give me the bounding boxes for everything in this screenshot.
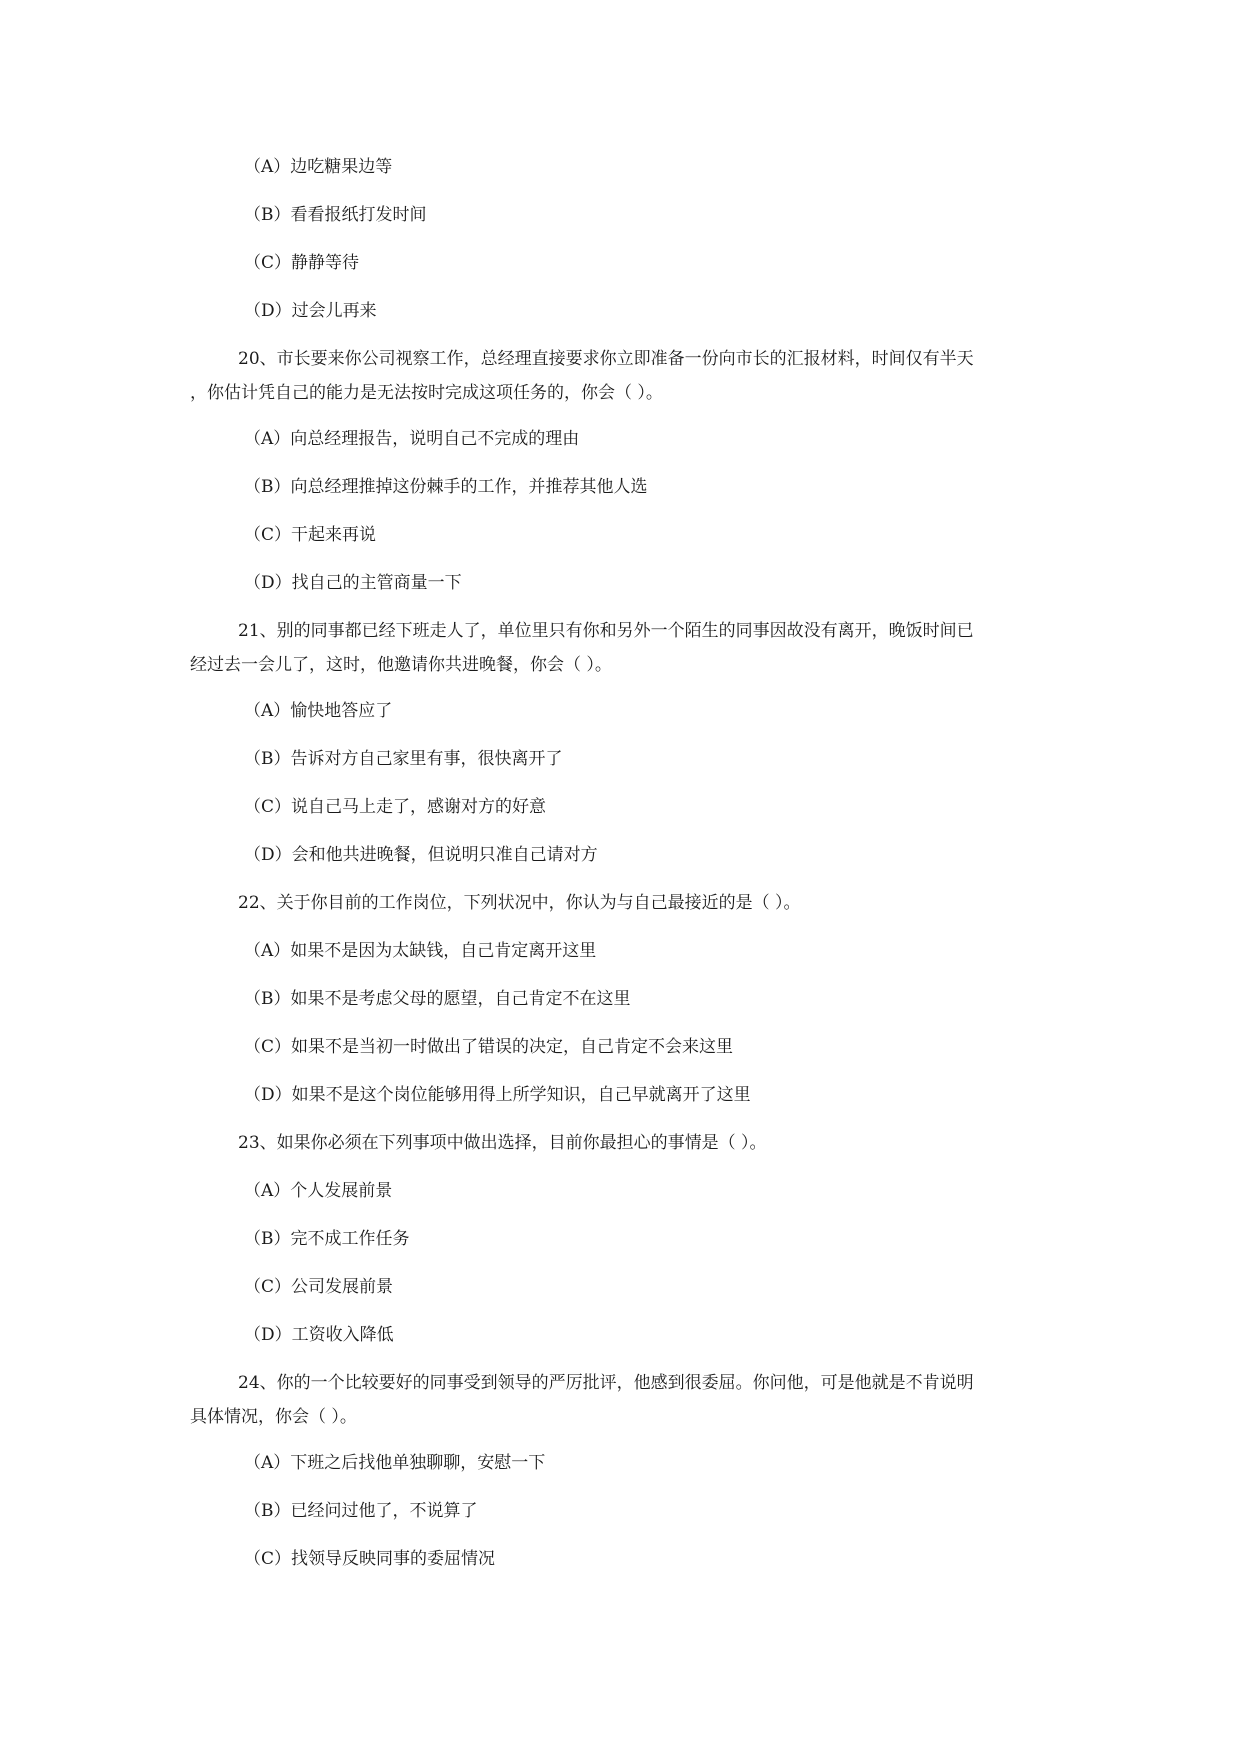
q21-option-a: （A）愉快地答应了 xyxy=(244,701,393,721)
q24-option-b: （B）已经问过他了，不说算了 xyxy=(244,1501,478,1521)
q22-option-a: （A）如果不是因为太缺钱，自己肯定离开这里 xyxy=(244,941,597,961)
q22-option-d: （D）如果不是这个岗位能够用得上所学知识，自己早就离开了这里 xyxy=(244,1085,751,1105)
q24-option-c: （C）找领导反映同事的委屈情况 xyxy=(244,1549,496,1569)
q19-option-c: （C）静静等待 xyxy=(244,253,360,273)
q20-option-b: （B）向总经理推掉这份棘手的工作，并推荐其他人选 xyxy=(244,477,648,497)
q23-option-c: （C）公司发展前景 xyxy=(244,1277,394,1297)
q21-question-line-2: 经过去一会儿了，这时，他邀请你共进晚餐，你会（ ）。 xyxy=(190,655,612,675)
q23-option-a: （A）个人发展前景 xyxy=(244,1181,393,1201)
q19-option-b: （B）看看报纸打发时间 xyxy=(244,205,427,225)
q22-question-line-1: 22、关于你目前的工作岗位，下列状况中，你认为与自己最接近的是（ ）。 xyxy=(238,893,801,913)
q24-question-line-2: 具体情况，你会（ ）。 xyxy=(190,1407,357,1427)
q22-option-b: （B）如果不是考虑父母的愿望，自己肯定不在这里 xyxy=(244,989,631,1009)
q20-question-line-1: 20、市长要来你公司视察工作，总经理直接要求你立即准备一份向市长的汇报材料，时间仅有半天 xyxy=(238,349,974,369)
q19-option-a: （A）边吃糖果边等 xyxy=(244,157,393,177)
q19-option-d: （D）过会儿再来 xyxy=(244,301,377,321)
q21-question-line-1: 21、别的同事都已经下班走人了，单位里只有你和另外一个陌生的同事因故没有离开，晚饭时间已 xyxy=(238,621,974,641)
q20-option-a: （A）向总经理报告，说明自己不完成的理由 xyxy=(244,429,580,449)
q20-question-line-2: ，你估计凭自己的能力是无法按时完成这项任务的，你会（ ）。 xyxy=(190,383,663,403)
q21-option-b: （B）告诉对方自己家里有事，很快离开了 xyxy=(244,749,563,769)
q21-option-d: （D）会和他共进晚餐，但说明只准自己请对方 xyxy=(244,845,598,865)
q21-option-c: （C）说自己马上走了，感谢对方的好意 xyxy=(244,797,547,817)
q23-question-line-1: 23、如果你必须在下列事项中做出选择，目前你最担心的事情是（ ）。 xyxy=(238,1133,767,1153)
q20-option-c: （C）干起来再说 xyxy=(244,525,377,545)
q23-option-b: （B）完不成工作任务 xyxy=(244,1229,410,1249)
q23-option-d: （D）工资收入降低 xyxy=(244,1325,394,1345)
q20-option-d: （D）找自己的主管商量一下 xyxy=(244,573,462,593)
q24-option-a: （A）下班之后找他单独聊聊，安慰一下 xyxy=(244,1453,546,1473)
q22-option-c: （C）如果不是当初一时做出了错误的决定，自己肯定不会来这里 xyxy=(244,1037,734,1057)
q24-question-line-1: 24、你的一个比较要好的同事受到领导的严厉批评，他感到很委屈。你问他，可是他就是不肯说明 xyxy=(238,1373,974,1393)
